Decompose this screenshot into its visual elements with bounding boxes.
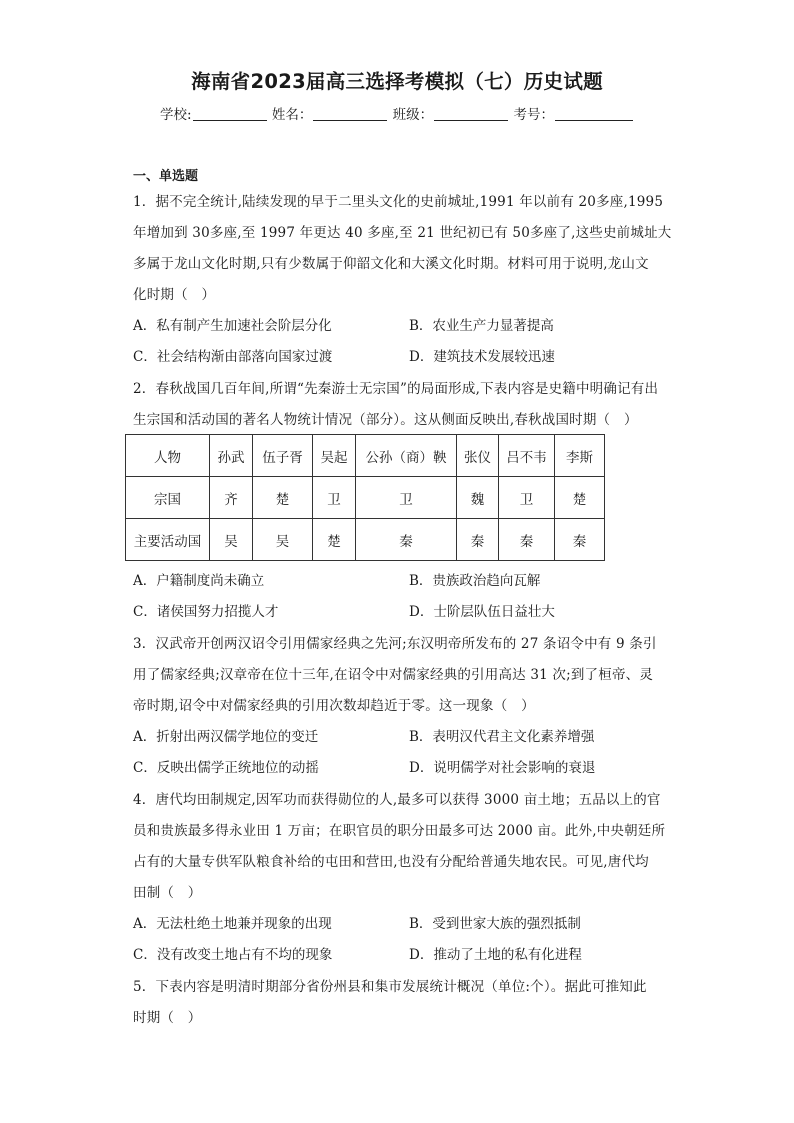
question-5-line-2: 时期（ ） [133, 1010, 202, 1026]
table-cell: 伍子胥 [253, 435, 313, 477]
table-cell: 吴起 [313, 435, 356, 477]
class-blank[interactable] [434, 106, 508, 121]
table-cell: 主要活动国 [126, 519, 210, 561]
table-cell: 吴 [210, 519, 253, 561]
question-2-line-2: 生宗国和活动国的著名人物统计情况（部分）。这从侧面反映出,春秋战国时期（ ） [133, 412, 638, 428]
school-blank[interactable] [193, 106, 267, 121]
table-cell: 秦 [356, 519, 457, 561]
question-2-option-a: A．户籍制度尚未确立 [133, 573, 265, 589]
table-cell: 孙武 [210, 435, 253, 477]
table-row [126, 477, 605, 519]
question-1-line-2: 年增加到 30多座,至 1997 年更达 40 多座,至 21 世纪初已有 50多座了,这些史前城址大 [133, 225, 672, 241]
table-cell: 秦 [457, 519, 499, 561]
question-4-line-3: 占有的大量专供军队粮食补给的屯田和营田,也没有分配给普通失地农民。可见,唐代均 [133, 854, 649, 870]
school-label: 学校: [160, 107, 192, 123]
question-5-line-1: 5．下表内容是明清时期部分省份州县和集市发展统计概况（单位:个）。据此可推知此 [133, 979, 647, 995]
student-info-row [0, 103, 794, 123]
question-1-option-c: C．社会结构渐由部落向国家过渡 [133, 349, 333, 365]
question-1-option-b: B．农业生产力显著提高 [409, 318, 554, 334]
question-2-option-b: B．贵族政治趋向瓦解 [409, 573, 541, 589]
table-cell: 楚 [555, 477, 605, 519]
table-cell: 张仪 [457, 435, 499, 477]
table-cell: 卫 [356, 477, 457, 519]
question-1-option-a: A．私有制产生加速社会阶层分化 [133, 318, 332, 334]
question-4-line-4: 田制（ ） [133, 885, 202, 901]
exam-title: 海南省2023届高三选择考模拟（七）历史试题 [191, 70, 603, 93]
table-row [126, 519, 605, 561]
table-cell: 吴 [253, 519, 313, 561]
question-4-line-2: 员和贵族最多得永业田 1 万亩；在职官员的职分田最多可达 2000 亩。此外,中央朝廷所 [133, 823, 666, 839]
table-cell: 魏 [457, 477, 499, 519]
question-4-option-b: B．受到世家大族的强烈抵制 [409, 916, 581, 932]
table-cell: 楚 [313, 519, 356, 561]
question-3-line-1: 3．汉武帝开创两汉诏令引用儒家经典之先河;东汉明帝所发布的 27 条诏令中有 9 条引 [133, 636, 657, 652]
exam-no-label: 考号： [513, 107, 554, 123]
table-cell: 秦 [555, 519, 605, 561]
question-3-line-2: 用了儒家经典;汉章帝在位十三年,在诏令中对儒家经典的引用高达 31 次;到了桓帝、灵 [133, 667, 654, 683]
question-3-option-b: B．表明汉代君主文化素养增强 [409, 729, 595, 745]
table-cell: 齐 [210, 477, 253, 519]
question-4-option-a: A．无法杜绝土地兼并现象的出现 [133, 916, 332, 932]
class-label: 班级： [392, 107, 434, 123]
question-2-line-1: 2．春秋战国几百年间,所谓“先秦游士无宗国”的局面形成,下表内容是史籍中明确记有出 [133, 381, 659, 397]
question-3-option-c: C．反映出儒学正统地位的动摇 [133, 760, 319, 776]
table-cell: 秦 [499, 519, 555, 561]
question-2-table [125, 434, 605, 561]
question-3-option-a: A．折射出两汉儒学地位的变迁 [133, 729, 319, 745]
table-cell: 李斯 [555, 435, 605, 477]
question-2-option-c: C．诸侯国努力招揽人才 [133, 604, 279, 620]
table-cell: 吕不韦 [499, 435, 555, 477]
table-cell: 公孙（商）鞅 [356, 435, 457, 477]
question-3-option-d: D．说明儒学对社会影响的衰退 [409, 760, 596, 776]
question-1-line-4: 化时期（ ） [133, 287, 216, 303]
name-blank[interactable] [313, 106, 387, 121]
table-cell: 宗国 [126, 477, 210, 519]
question-3-line-3: 帝时期,诏令中对儒家经典的引用次数却趋近于零。这一现象（ ） [133, 698, 535, 714]
table-cell: 卫 [313, 477, 356, 519]
question-4-option-d: D．推动了土地的私有化进程 [409, 947, 582, 963]
name-label: 姓名： [271, 107, 313, 123]
question-1-line-3: 多属于龙山文化时期,只有少数属于仰韶文化和大溪文化时期。材料可用于说明,龙山文 [133, 256, 649, 272]
question-4-option-c: C．没有改变土地占有不均的现象 [133, 947, 333, 963]
table-row [126, 435, 605, 477]
question-2-option-d: D．士阶层队伍日益壮大 [409, 604, 555, 620]
section-heading: 一、单选题 [133, 169, 199, 184]
table-cell: 卫 [499, 477, 555, 519]
question-1-option-d: D．建筑技术发展较迅速 [409, 349, 555, 365]
table-cell: 人物 [126, 435, 210, 477]
table-cell: 楚 [253, 477, 313, 519]
question-1-line-1: 1．据不完全统计,陆续发现的早于二里头文化的史前城址,1991 年以前有 20多座,1995 [133, 194, 664, 210]
question-4-line-1: 4．唐代均田制规定,因军功而获得勋位的人,最多可以获得 3000 亩土地；五品以上的官 [133, 792, 661, 808]
exam-no-blank[interactable] [555, 106, 633, 121]
